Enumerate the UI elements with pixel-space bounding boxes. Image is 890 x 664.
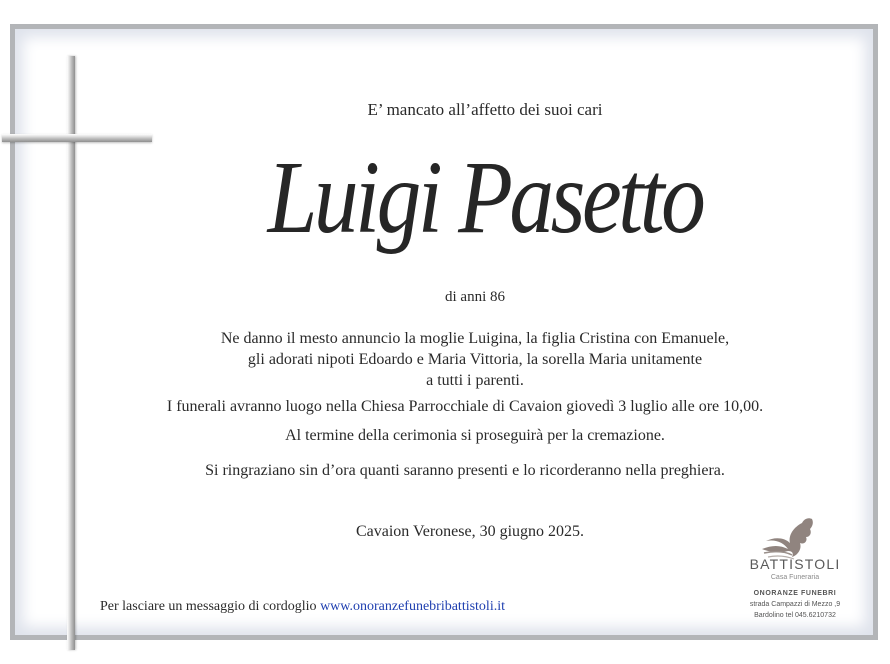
condolence-link[interactable]: www.onoranzefunebribattistoli.it (320, 599, 505, 614)
place-date: Cavaion Veronese, 30 giugno 2025. (355, 523, 585, 540)
announcement (0, 328, 890, 391)
brand-address: strada Campazzi di Mezzo ,9 (749, 601, 841, 608)
brand-subtitle: Casa Funeraria (770, 574, 820, 581)
funeral-info: I funerali avranno luogo nella Chiesa Parrocchiale di Cavaion giovedì 3 luglio alle ore 10,00. (166, 398, 764, 415)
brand-service: ONORANZE FUNEBRI (753, 590, 837, 597)
condolence-message (100, 599, 505, 615)
cremation-info: Al termine della cerimonia si proseguirà per la cremazione. (285, 427, 665, 444)
deceased-name: Luigi Pasetto (267, 140, 703, 255)
announcement-line: Ne danno il mesto annuncio la moglie Luigina, la figlia Cristina con Emanuele, (220, 330, 730, 347)
thanks-text: Si ringraziano sin d’ora quanti saranno presenti e lo ricorderanno nella preghiera. (205, 462, 725, 479)
age-text: di anni 86 (445, 289, 505, 305)
brand-contact: Bardolino tel 045.6210732 (754, 612, 836, 619)
brand-info (740, 588, 850, 621)
condolence-label: Per lasciare un messaggio di cordoglio (100, 599, 317, 614)
brand-name: BATTISTOLI (749, 556, 841, 572)
announcement-line: a tutti i parenti. (426, 372, 524, 389)
intro-text: E’ mancato all’affetto dei suoi cari (367, 100, 603, 119)
announcement-line: gli adorati nipoti Edoardo e Maria Vittoria, la sorella Maria unitamente (247, 351, 703, 368)
cross-icon-horizontal (2, 134, 152, 142)
